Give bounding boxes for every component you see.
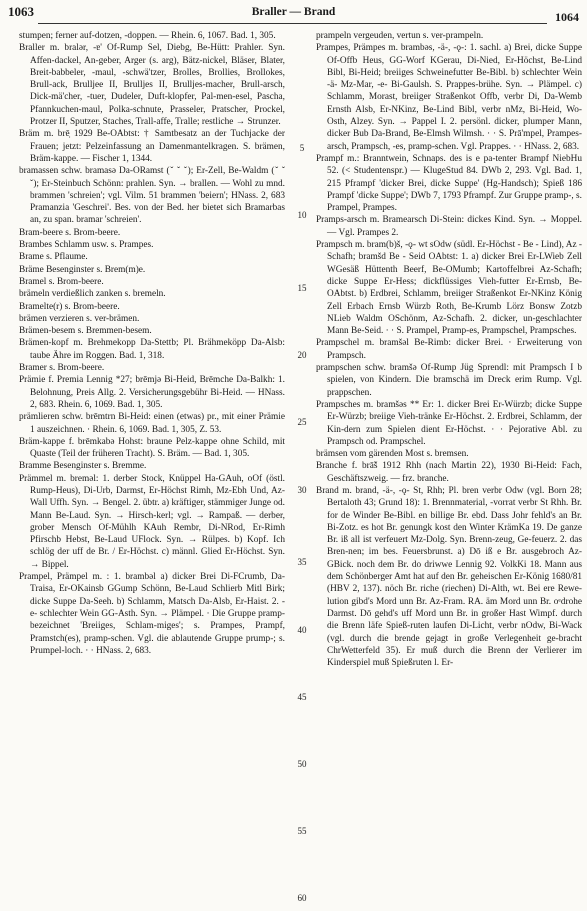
- dictionary-entry: prämlieren schw. brēmtrn Bi-Heid: einen (etwas) pr., mit einer Prämie 1 auszeichnen. · Rhein. 6, 1069. Bad. 1, 305, Z. 53.: [19, 412, 285, 435]
- dictionary-entry: Prämmel m. bremǝl: 1. derber Stock, Knüppel Ha-GAuh, oOf (östl. Rump-Heus), Di-Urb, Darmst, Er-Höchst Rimh, Mz-Ebh Und, Az-Wall Uffh. Syn. → Bengel. 2. übtr. a) kräftiger, stämmiger Junge od. Mann Be-Laud. Syn. → Hirsch-kerl; vgl. → Rampaß. — derber, grober Mensch Of-Mühlh KAuh Rembr, Di-NRod, Er-Rimh Pfirschb Hebst, Be-Laud UFlock. Syn. → Rülpes. b) Kopf. Ich schlög der uff de Br. / Er-Höchst. c) männl. Glied Er-Höchst. Syn. → Bippel.: [19, 473, 285, 570]
- dictionary-entry: Bräme Besenginster s. Brem(m)e.: [19, 264, 146, 275]
- dictionary-entry: brämeln verdießlich zanken s. bremeln.: [19, 289, 166, 300]
- dictionary-entry: Prampf m.: Branntwein, Schnaps. des is e pa-tenter Brampf NiebHu 52. (< Studentenspr.) — KlugeStud 84. DWb 2, 293. Vgl. Bad. 1, 215 Pframpf 'dicker Brei, dicke Suppe' (Hg-Handsch); Spieß 186 Prampf 'dicke Suppe'; DWb 7, 1793 Pframpf. Zur Gruppe pramp-, s. Prampel, Prampes.: [316, 153, 582, 214]
- dictionary-entry: Bramel s. Brom-beere.: [19, 276, 104, 287]
- running-head: Braller — Brand: [251, 6, 336, 18]
- dictionary-entry: Bramer s. Brom-beere.: [19, 363, 105, 374]
- line-number: 20: [297, 350, 307, 361]
- dictionary-entry: Bram-beere s. Brom-beere.: [19, 227, 121, 238]
- dictionary-entry: Brämen-besem s. Bremmen-besem.: [19, 326, 152, 337]
- page-number-left: 1063: [8, 4, 34, 19]
- line-number: 40: [297, 624, 307, 635]
- line-number: 25: [297, 417, 307, 428]
- dictionary-entry: Prampel, Prämpel m. : 1. brambǝl a) dicker Brei Di-FCrumb, Da-Traisa, Er-OKainsb GGump Schönn, Be-Laud Schlierb Mitl Birk; dicke Suppe Da-Seeh. b) Schlamm, Matsch Da-Alsb, Er-Haist. 2. -e- schlechter Wein GG-Asth. Syn. → Plämpel. · Die Gruppe pramp- bezeichnet 'Breiiges, Schlam-miges'; s. Prampes, Prampf, Pramstch(es), pramp-schen. Vgl. die ablautende Gruppe prump-; s. Prumpel-loch. · · HNass. 2, 683.: [19, 572, 285, 656]
- line-number: 30: [297, 484, 307, 495]
- dictionary-entry: Bramelte(r) s. Brom-beere.: [19, 301, 120, 312]
- dictionary-entry: brämen verzieren s. ver-brämen.: [19, 313, 140, 324]
- dictionary-entry: Pramps-arsch m. Bramearsch Di-Stein: dickes Kind. Syn. → Moppel. — Vgl. Prampes 2.: [316, 215, 582, 238]
- line-number: 50: [297, 759, 307, 769]
- header-rule: [38, 23, 547, 24]
- dictionary-entry: Brand m. brand, -ä-, -ǫ- St, Rhh; Pl. bren verbr Odw (vgl. Born 28; Bertaloth 43; Grund 18): 1. Brennmaterial, -vorrat verbr St Rhh. Br. for de Winder Be-Bibl. en billige Br. ebd. Dass Johr fehld's an Br. Bi-Zotz. es hot Br. genungk kost den Winter KrämKa 19. De ganze Br. iß all ist verfeuert Mz-Dolg. Syn. Brenn-zeug, Ge-feuerz. 2. das Bren-nen; im bes. Feuersbrunst. a) Dō iß e Br. ausgebroch Az-GBick. noch dem Br. do driwwe Lennig 92. VolkKi 18. Mann aus dem Schönberger Amt hat auf den Br. geheischen Er-König 1680/81 (HBV 2, 137). nöch Br. riche (riechen) Di-Alth, wt. Bei ere Rewe-lution gibd's Mord unn Br. Az-Fram. RA. äm Mord unn Br. oᵉdrohe Darmst. Dō gehd's uff Mord unn Br. in großer Hast Wimpf. durch die Brenn läfe Spieß-ruten laufen Di-Licht, verbr nOdw, Bi-Wack (vgl. durch die brende gejagt in große Verlegenheit ge-bracht ChrWetterfeld 35). Er muß durch die Brenn der Verlierer im Kinderspiel muß Spießruten l. Er-: [316, 485, 582, 669]
- dictionary-entry: Bräm m. brē̜ 1929 Be-OAbtst: † Samtbesatz an der Tuchjacke der Frauen; jetzt: Pelzeinfassung an Damenmantelkragen. S. brämen, Bräm-kappe. — Fischer 1, 1344.: [19, 129, 285, 164]
- line-number: 55: [297, 826, 307, 837]
- line-number: 35: [297, 557, 307, 568]
- line-number: 45: [297, 691, 307, 702]
- dictionary-entry: prampeln vergeuden, vertun s. ver-prampeln.: [316, 31, 484, 41]
- right-column: [316, 30, 582, 669]
- dictionary-entry: Prampes, Prämpes m. brambəs, -ä-, -ǫ-: 1. sachl. a) Brei, dicke Suppe Of-Offb Heus, GG-Worf KGerau, Di-Nied, Er-Höchst, Be-Lind Bibl, Bi-Heid; breiiges Schweinefutter Be-Bibl. b) schlechter Wein -ä- Mz-Mar, -e- Bi-Gaulsh. S. Prappes-brühe. Syn. → Plämpel. c) Schlamm, Morast, breiiger Straßenkot Offb, verbr Di, Da-Wemb Ernsth Alsb, Er-NKinz, Be-Lind Bibl, verbr nMz, Bi-Heid, Wo-Osth, Alzey. Syn. → Pappel I. 2. persönl. dicker, plumper Mann, dicker Bub Da-Brand, Be-Elmsh Wilmsh. · · S. Prā'mpel, Prampes-arsch, Prampsch, -es, pramp-schen. Vgl. Prappes. · · HNass. 2, 683.: [316, 43, 582, 152]
- dictionary-entry: Prampschel m. bramšǝl Be-Rimb: dicker Brei. · Erweiterung von Prampsch.: [316, 338, 582, 361]
- dictionary-entry: Prampsches m. bramšǝs ** Er: 1. dicker Brei Er-Würzb; dicke Suppe Er-Würzb; breiige Vieh-tränke Er-Höchst. 2. Erdbrei, Schlamm, der Kin-dern zum Spielen dient Er-Höchst. · · Pejorative Abl. zu Prampsch od. Prampschel.: [316, 399, 582, 447]
- dictionary-entry: Prämie f. Premia Lennig *27; brēmjə Bi-Heid, Brēmche Da-Balkh: 1. Belohnung, Preis Allg. 2. Versicherungsgebühr Bi-Heid. — HNass. 2, 683. Rhein. 6, 1069. Bad. 1, 305.: [19, 375, 285, 410]
- dictionary-entry: Prampsch m. bram(b)š, -ǫ- wt sOdw (südl. Er-Höchst - Be - Lind), Az - Schafh; bramšd Be - Seid OAbtst: 1. a) dicker Brei Er-LWieb Zell WGesäß Hüttenth Beerf, Be-OMumb; Kartoffelbrei Az-Schafh; dicke Suppe Er-Hess; dickflüssiges Vieh-futter Er-Ernsb, Be-OAbtst. b) Erdbrei, Schlamm, breiiger Straßenkot Er-NKinz König Zell Erbach Ernsb Würzb Roth, Be-Krumb Lörz Bonsw Zotzb NLieb Waldm OSchönm, Az-Schafh. 2. dicker, un-geschlachter Mann Be-Seid. · · S. Prampel, Pramp-es, Prampschel, Prampsches.: [316, 240, 583, 337]
- dictionary-entry: Braller m. bralər, -ɐ' Of-Rump Sel, Diebg, Be-Hütt: Prahler. Syn. Affen-dackel, An-geber, Arger (s. arg), Bätz-nickel, Bläser, Blater, Breit-babbeler, -maul, -schwä'tzer, Brolles, Brollies, Brollokes, Brull-ack, Brulljee II, Brulljes II, Brulljes-macher, Brull-arsch, Dick-mä'cher, -tuer, Dudeler, Duft-klopfer, Pal-men-esel, Pascha, Pfannkuchen-maul, Polka-schnute, Prasseler, Pratscher, Prockel, Protzer II, Sputzer, Staches, Trall-affe, Tralle; restliche → Strunzer.: [19, 43, 285, 128]
- dictionary-entry: prampschen schw. bramšə Of-Rump Jüg Sprendl: mit Prampsch I b spielen, von Kindern. Die bramschä im Dreck erim Rump. Vgl. prappschen.: [316, 363, 582, 398]
- dictionary-entry: Brame s. Pflaume.: [19, 252, 88, 263]
- dictionary-entry: Bräm-kappe f. brēmkabə Hohst: braune Pelz-kappe ohne Schild, mit Quaste (Teil der früheren Tracht). S. Bräm. — Bad. 1, 305.: [19, 436, 285, 460]
- page-number-right: 1064: [555, 10, 579, 24]
- line-number: 5: [299, 143, 305, 153]
- dictionary-entry: bramassen schw. bramasə Da-ORamst (ˇ ˇ ˇ); Er-Zell, Be-Waldm (ˇ ˇ ˇ); Er-Steinbuch Schönn: prahlen. Syn. → brallen. — Wohl zu mnd. brammen 'schreien'; vgl. Vilm. 51 brammen 'beiern'; HNass. 2, 683 Pramanzia 'Geschrei'. Bes. von der Bed. her bietet sich Bramarbas an, zu span. bramar 'schreien'.: [19, 166, 285, 226]
- line-number: 10: [297, 210, 307, 221]
- dictionary-entry: Brämen-kopf m. Brehmekopp Da-Stettb; Pl. Brähmeköpp Da-Alsb: taube Ähre im Roggen. Bad. 1, 318.: [19, 338, 285, 361]
- line-number: 60: [297, 893, 307, 904]
- dictionary-entry: Brambes Schlamm usw. s. Prampes.: [19, 240, 154, 251]
- page-header: [8, 4, 579, 30]
- line-number: 15: [297, 283, 307, 293]
- dictionary-entry: Bramme Besenginster s. Bremme.: [19, 461, 147, 472]
- dictionary-entry: stumpen; ferner auf-dotzen, -doppen. — Rhein. 6, 1067. Bad. 1, 305.: [19, 31, 276, 41]
- dictionary-entry: brämsen vom gärenden Most s. bremsen.: [316, 449, 469, 460]
- dictionary-entry: Branche f. brā̃š 1912 Rhh (nach Martin 22), 1930 Bi-Heid: Fach, Geschäftszweig. — frz. branche.: [316, 461, 582, 484]
- left-column: [19, 30, 285, 657]
